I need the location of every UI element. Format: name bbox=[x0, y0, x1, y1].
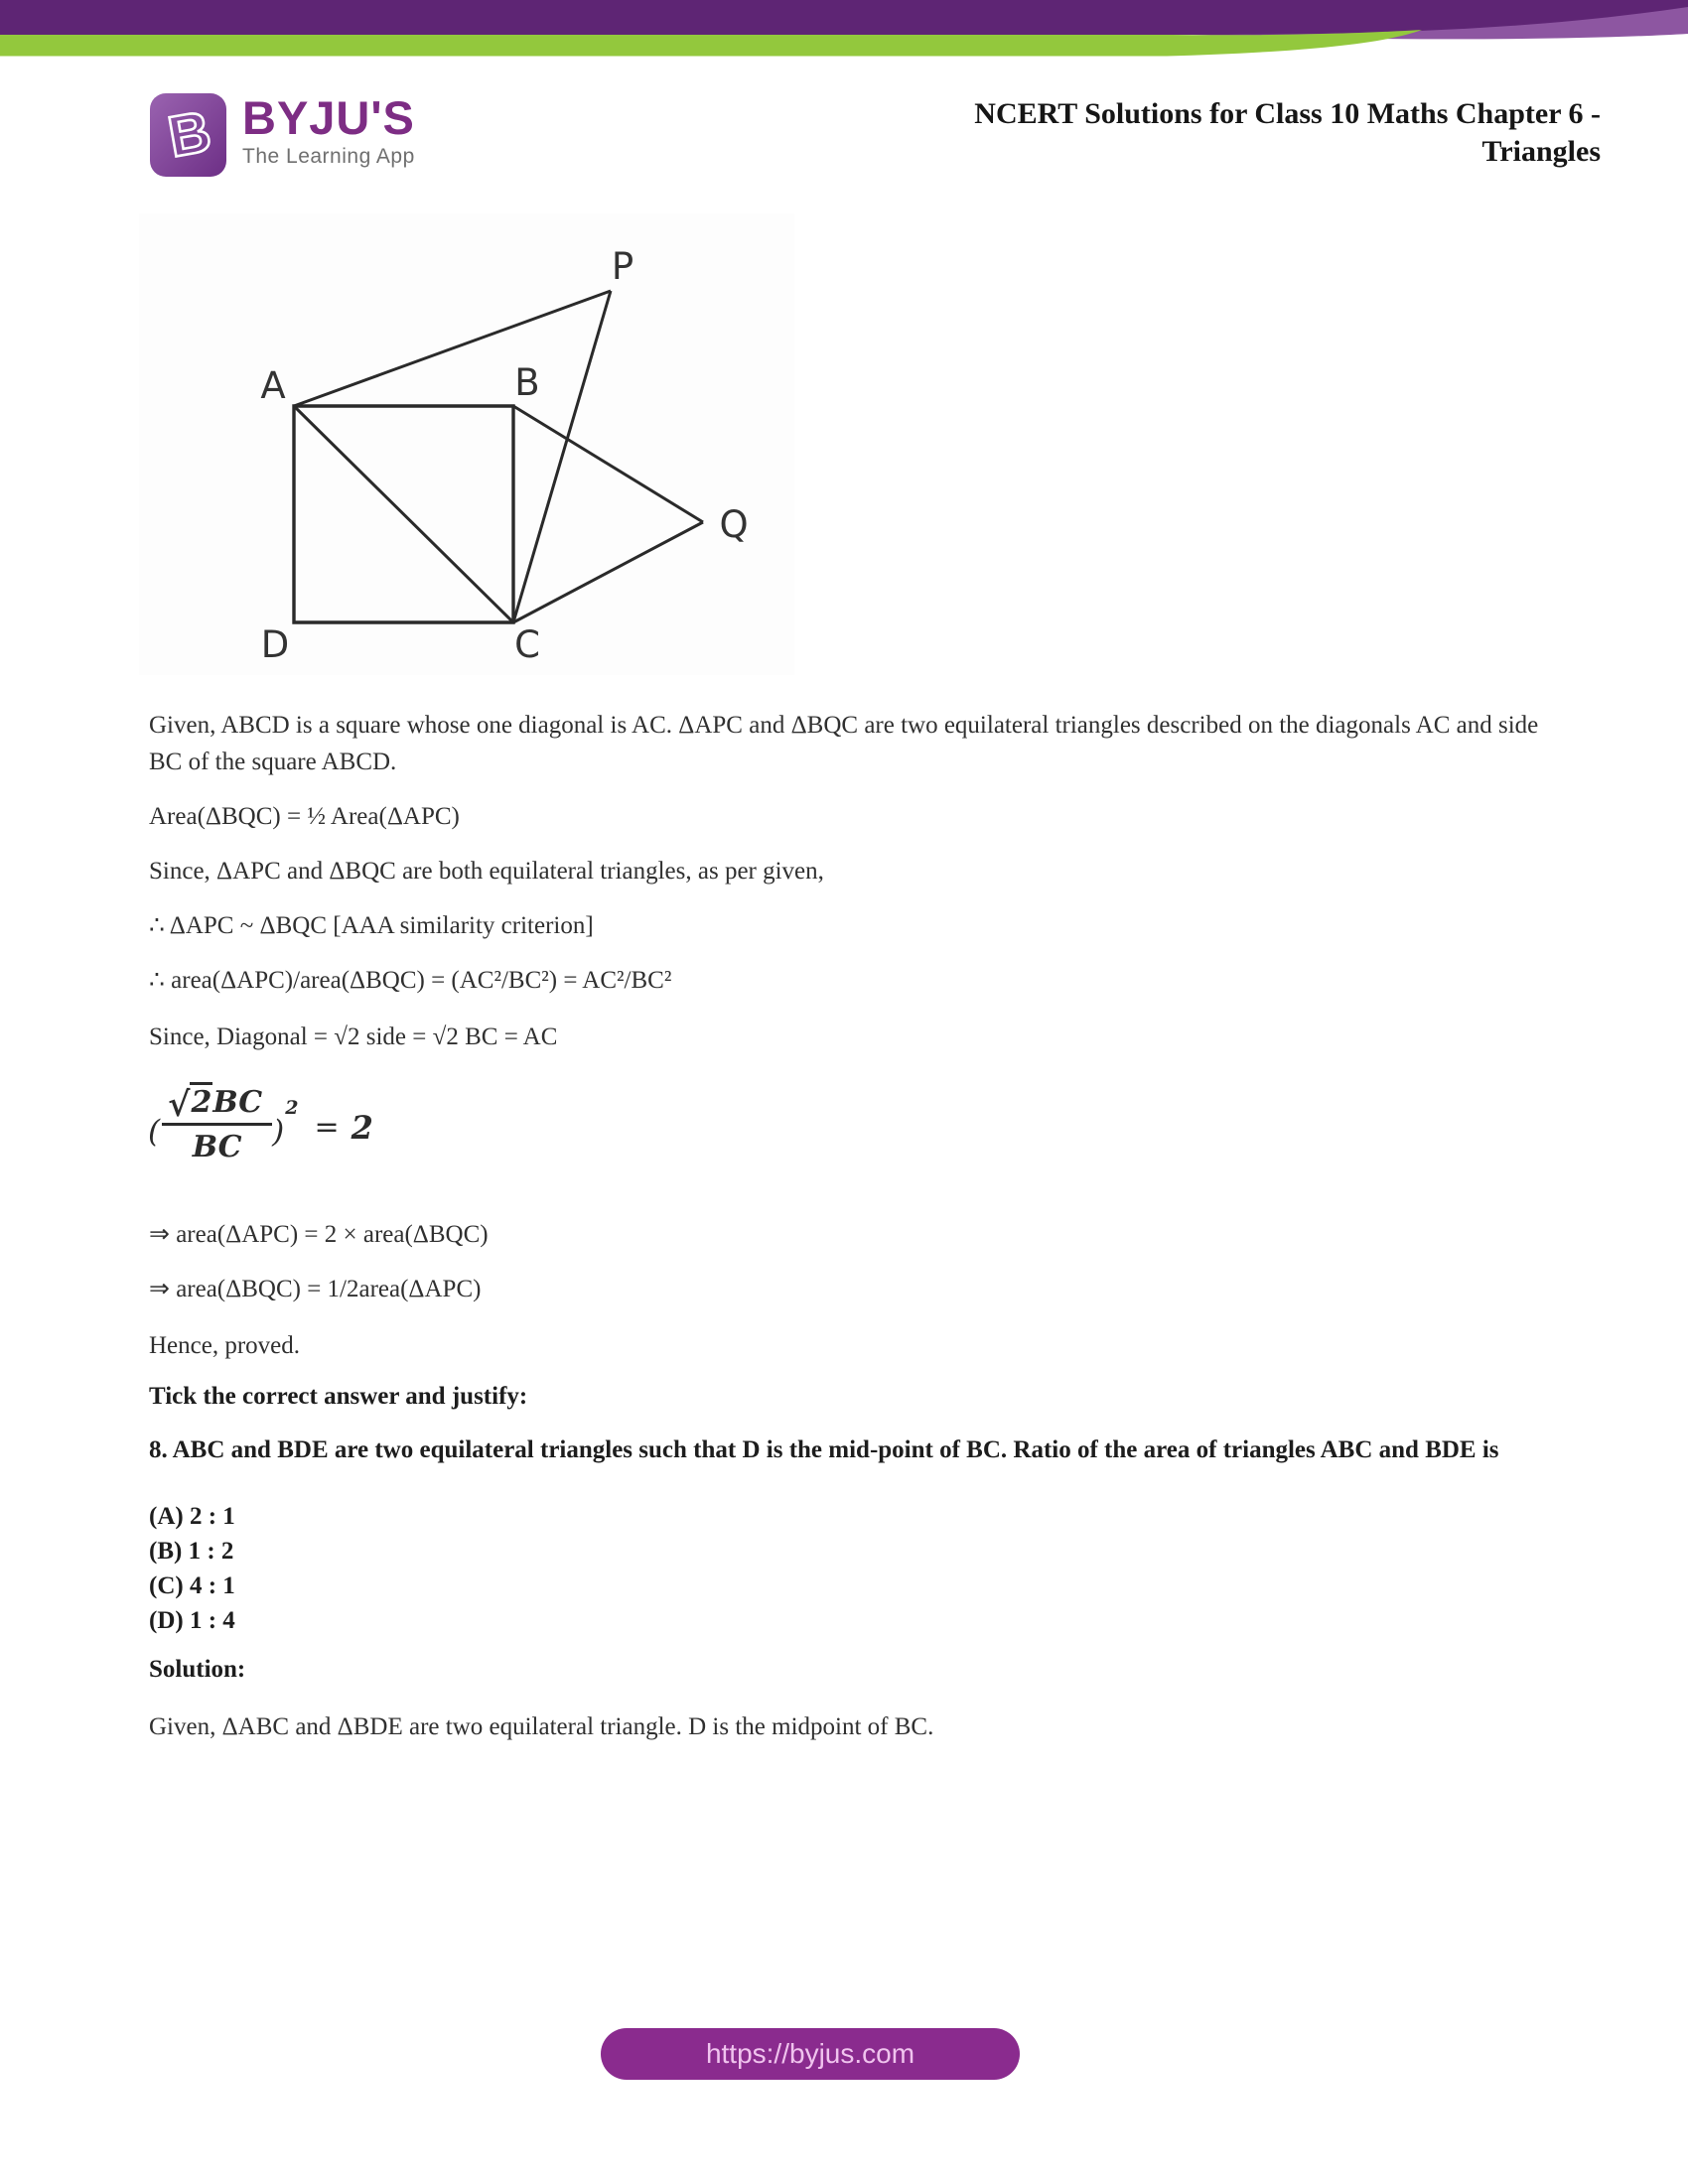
line-bq bbox=[513, 406, 703, 522]
formula-fraction bbox=[162, 1082, 272, 1164]
byjus-logo bbox=[149, 91, 415, 179]
diagonal-ac bbox=[294, 406, 513, 622]
formula-exponent: 2 bbox=[285, 1096, 299, 1119]
solution-heading: Solution: bbox=[149, 1656, 246, 1683]
header-band bbox=[0, 0, 1688, 60]
vertex-label-p: P bbox=[611, 245, 634, 288]
logo-b-icon bbox=[149, 91, 228, 179]
implies-line-2: ⇒ area(ΔBQC) = 1/2area(ΔAPC) bbox=[149, 1276, 482, 1302]
logo-b-letter: B bbox=[163, 98, 216, 170]
vertex-label-d: D bbox=[260, 623, 290, 666]
vertex-label-b: B bbox=[514, 361, 540, 404]
line-qc bbox=[513, 522, 703, 622]
since-equilateral-line: Since, ΔAPC and ΔBQC are both equilateral triangles, as per given, bbox=[149, 858, 824, 885]
footer-url-label: https://byjus.com bbox=[705, 2038, 915, 2069]
formula-open-paren: ( bbox=[148, 1113, 161, 1150]
vertex-label-q: Q bbox=[719, 503, 749, 546]
area-relation-line: Area(ΔBQC) = ½ Area(ΔAPC) bbox=[149, 803, 460, 830]
vertex-label-c: C bbox=[514, 623, 540, 666]
option-c: (C) 4 : 1 bbox=[149, 1572, 235, 1599]
formula-close-paren: ) bbox=[272, 1113, 285, 1150]
formula-result: 2 bbox=[351, 1108, 373, 1147]
similarity-line: ∴ ΔAPC ~ ΔBQC [AAA similarity criterion] bbox=[149, 912, 594, 939]
footer-url-pill[interactable] bbox=[601, 2028, 1020, 2080]
formula-equals: = bbox=[314, 1110, 340, 1145]
logo-text-block bbox=[242, 91, 415, 179]
implies-line-1: ⇒ area(ΔAPC) = 2 × area(ΔBQC) bbox=[149, 1221, 489, 1248]
header-dark-purple-band bbox=[0, 0, 1688, 35]
numerator-rest: BC bbox=[212, 1085, 263, 1120]
tick-answer-heading: Tick the correct answer and justify: bbox=[149, 1383, 528, 1410]
geometry-figure bbox=[139, 213, 794, 675]
formula-denominator: BC bbox=[192, 1130, 242, 1164]
hence-proved-line: Hence, proved. bbox=[149, 1332, 301, 1359]
page-title-line1: NCERT Solutions for Class 10 Maths Chapter 6 - bbox=[974, 97, 1601, 130]
sqrt2-formula bbox=[148, 1082, 373, 1164]
option-b: (B) 1 : 2 bbox=[149, 1538, 234, 1565]
logo-wordmark: BYJU'S bbox=[242, 91, 415, 144]
diagonal-line: Since, Diagonal = √2 side = √2 BC = AC bbox=[149, 1024, 558, 1050]
radical-sign: √ bbox=[168, 1085, 191, 1125]
question8-given-line: Given, ΔABC and ΔBDE are two equilateral triangle. D is the midpoint of BC. bbox=[149, 1713, 934, 1740]
given-paragraph: Given, ABCD is a square whose one diagonal is AC. ΔAPC and ΔBQC are two equilateral triangles described on the diagonals AC and side BC of the square ABCD. bbox=[149, 712, 1539, 775]
option-d: (D) 1 : 4 bbox=[149, 1607, 235, 1634]
area-ratio-line: ∴ area(ΔAPC)/area(ΔBQC) = (AC²/BC²) = AC²/BC² bbox=[149, 967, 672, 994]
geometry-figure-svg bbox=[139, 213, 794, 675]
vertex-label-a: A bbox=[260, 364, 286, 407]
line-ap bbox=[294, 291, 611, 406]
formula-numerator bbox=[162, 1082, 272, 1126]
page-title-line2: Triangles bbox=[1481, 135, 1601, 168]
logo-tagline: The Learning App bbox=[242, 145, 415, 168]
page-title bbox=[826, 95, 1601, 171]
option-a: (A) 2 : 1 bbox=[149, 1503, 235, 1530]
question-8-text: 8. ABC and BDE are two equilateral triangles such that D is the mid-point of BC. Ratio of the area of triangles ABC and BDE is bbox=[149, 1436, 1499, 1463]
radicand: 2 bbox=[190, 1082, 212, 1120]
